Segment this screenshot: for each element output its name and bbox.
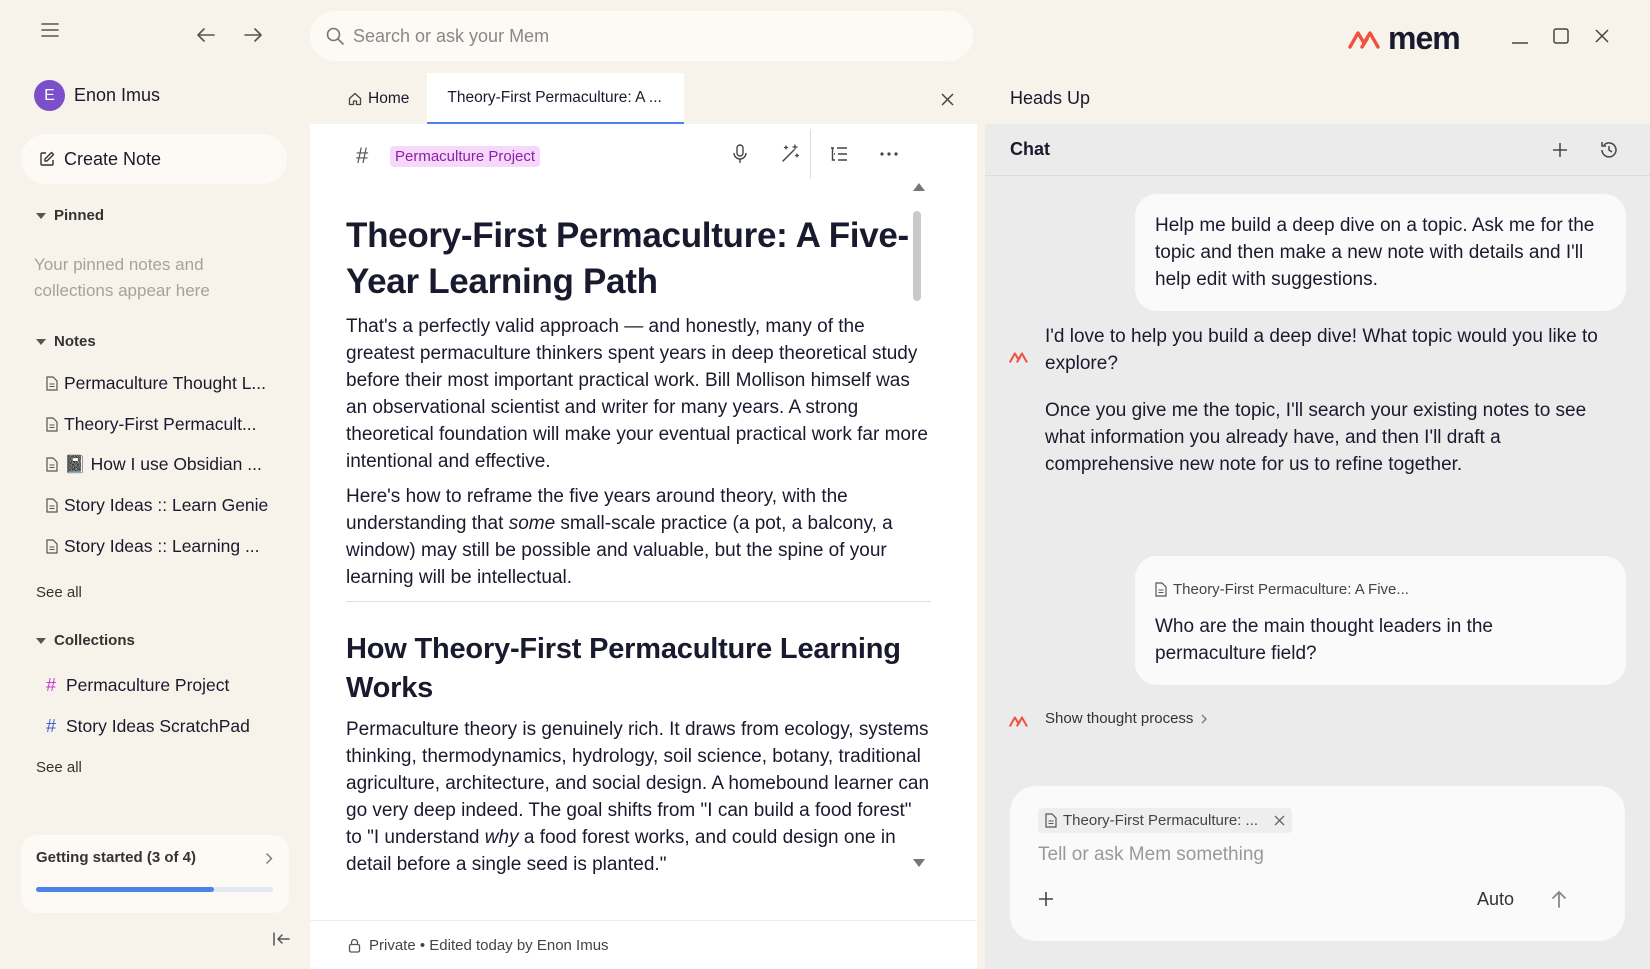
tab-home[interactable] xyxy=(310,73,427,124)
note-item[interactable] xyxy=(46,373,286,394)
lock-icon xyxy=(348,938,361,953)
show-thought-process-button[interactable] xyxy=(1045,710,1207,727)
forward-arrow-icon[interactable] xyxy=(240,22,266,48)
note-editor xyxy=(310,73,977,969)
outline-icon[interactable] xyxy=(827,142,851,166)
context-chip-label: Theory-First Permaculture: ... xyxy=(1063,812,1259,829)
add-attachment-plus-icon[interactable] xyxy=(1034,887,1058,911)
collection-item[interactable] xyxy=(46,675,286,696)
assistant-message xyxy=(1045,323,1615,478)
caret-down-icon xyxy=(36,339,46,345)
document-icon xyxy=(1045,813,1057,828)
user-message xyxy=(1135,194,1626,311)
search-icon xyxy=(326,27,344,45)
user-message-text: Help me build a deep dive on a topic. Ask me for the topic and then make a new note with details and I'll help edit with suggestions. xyxy=(1155,215,1595,290)
attachment-label: Theory-First Permaculture: A Five... xyxy=(1173,581,1409,598)
chat-input[interactable]: Tell or ask Mem something xyxy=(1038,844,1264,865)
edit-icon xyxy=(39,151,55,167)
create-note-button[interactable] xyxy=(21,134,287,184)
user-name: Enon Imus xyxy=(74,85,161,105)
assistant-message-text: I'd love to help you build a deep dive! What topic would you like to explore? xyxy=(1045,326,1598,374)
pinned-header-label: Pinned xyxy=(54,207,105,224)
text-run: Here's how to reframe the five years around theory, with the understanding that xyxy=(346,486,848,534)
tab-active-note[interactable]: Theory-First Permaculture: A ... xyxy=(427,73,684,124)
send-arrow-icon[interactable] xyxy=(1547,887,1571,911)
paragraph[interactable]: That's a perfectly valid approach — and honestly, many of the greatest permaculture thinkers spent years in deep theoretical study before their most important practical work. Bill Mollison himself was an observational scientist and writer for many years. A strong theoretical foundation will make your eventual practical work far more intentional and effective. xyxy=(346,316,928,472)
text-run: small-scale practice (a pot, a balcony, a window) may still be possible and valuable, but the spine of your learning will be intellectual. xyxy=(346,513,893,588)
note-title[interactable]: Theory-First Permaculture: A Five-Year Learning Path xyxy=(346,216,909,301)
mem-avatar-icon xyxy=(1009,715,1029,727)
document-icon xyxy=(46,376,58,391)
note-item[interactable] xyxy=(46,495,286,516)
emphasis: some xyxy=(508,513,556,534)
document-icon xyxy=(46,417,58,432)
scrollbar-thumb[interactable] xyxy=(913,211,921,301)
note-item[interactable] xyxy=(46,454,286,475)
document-icon xyxy=(46,457,58,472)
getting-started-card[interactable] xyxy=(21,835,289,913)
note-footer xyxy=(310,920,977,969)
section-heading[interactable]: How Theory-First Permaculture Learning Works xyxy=(346,633,901,704)
caret-down-icon xyxy=(36,638,46,644)
tab-home-label: Home xyxy=(368,89,410,107)
collections-see-all-link[interactable]: See all xyxy=(36,759,82,776)
magic-wand-icon[interactable] xyxy=(778,142,802,166)
hash-icon: # xyxy=(46,675,57,695)
close-window-icon[interactable] xyxy=(1590,24,1614,48)
user-message-with-attachment xyxy=(1135,556,1626,685)
collection-item-label: Permaculture Project xyxy=(66,675,230,695)
mem-avatar-icon xyxy=(1009,351,1029,363)
note-item[interactable] xyxy=(46,536,286,557)
pinned-empty-text: Your pinned notes and collections appear here xyxy=(34,255,210,300)
tab-bar xyxy=(310,73,977,124)
mem-logo-icon xyxy=(1348,29,1382,49)
show-thought-label: Show thought process xyxy=(1045,710,1194,727)
home-icon xyxy=(348,92,362,106)
assistant-message-text: Once you give me the topic, I'll search your existing notes to see what information you already have, and then I'll draft a comprehensive new note for us to refine together. xyxy=(1045,400,1587,475)
search-input[interactable]: Search or ask your Mem xyxy=(353,25,550,46)
user-message-text: Who are the main thought leaders in the permaculture field? xyxy=(1155,616,1493,664)
caret-down-icon xyxy=(36,213,46,219)
paragraph[interactable] xyxy=(346,483,931,591)
heads-up-tab[interactable]: Heads Up xyxy=(985,73,1650,124)
context-chip[interactable] xyxy=(1038,808,1292,833)
note-item-label: Story Ideas :: Learning ... xyxy=(64,536,260,556)
pinned-section-header[interactable] xyxy=(36,207,104,224)
paragraph[interactable] xyxy=(346,716,931,878)
document-icon xyxy=(1155,582,1167,597)
collections-section-header[interactable] xyxy=(36,632,135,649)
history-icon[interactable] xyxy=(1597,138,1621,162)
scroll-up-arrow-icon[interactable] xyxy=(913,183,925,191)
note-body[interactable] xyxy=(346,213,931,878)
hash-icon: # xyxy=(46,716,57,736)
text-run: a food forest works, and could design one in detail before a single seed is planted." xyxy=(346,827,896,875)
remove-chip-icon[interactable] xyxy=(1274,815,1285,826)
collection-item[interactable] xyxy=(46,716,286,737)
back-arrow-icon[interactable] xyxy=(193,22,219,48)
chat-composer xyxy=(1010,786,1625,941)
note-item-label: Permaculture Thought L... xyxy=(64,373,267,393)
note-item-label: Theory-First Permacult... xyxy=(64,414,257,434)
microphone-icon[interactable] xyxy=(728,142,752,166)
menu-icon[interactable] xyxy=(38,18,62,42)
avatar: E xyxy=(34,80,65,111)
new-chat-plus-icon[interactable] xyxy=(1548,138,1572,162)
user-profile[interactable] xyxy=(34,80,160,111)
assistant-panel xyxy=(985,73,1650,969)
notes-header-label: Notes xyxy=(54,333,96,350)
progress-fill xyxy=(36,887,214,892)
divider xyxy=(346,601,931,602)
notes-section-header[interactable] xyxy=(36,333,96,350)
collections-header-label: Collections xyxy=(54,632,135,649)
document-icon xyxy=(46,498,58,513)
chat-title: Chat xyxy=(1010,139,1050,159)
getting-started-progress xyxy=(36,887,273,892)
notes-see-all-link[interactable]: See all xyxy=(36,584,82,601)
text-run: Permaculture theory is genuinely rich. It draws from ecology, systems thinking, thermodynamics, hydrology, soil science, botany, traditional agriculture, architecture, and social design. A homebound learner can go very deep indeed. The goal shifts from "I can build a food forest" to "I understand xyxy=(346,719,930,848)
attachment-ref[interactable] xyxy=(1155,576,1606,603)
collapse-sidebar-icon[interactable] xyxy=(270,927,294,951)
note-toolbar xyxy=(310,124,960,184)
maximize-icon[interactable] xyxy=(1549,24,1573,48)
note-item-label: 📓 How I use Obsidian ... xyxy=(64,454,262,474)
minimize-icon[interactable] xyxy=(1508,24,1532,48)
close-tab-icon[interactable] xyxy=(935,87,959,111)
mem-logo xyxy=(1348,20,1460,57)
hash-icon[interactable]: # xyxy=(356,143,369,168)
chevron-right-icon xyxy=(1201,714,1207,724)
scroll-down-arrow-icon[interactable] xyxy=(913,859,925,867)
collection-item-label: Story Ideas ScratchPad xyxy=(66,716,250,736)
collection-tag[interactable]: Permaculture Project xyxy=(390,146,540,167)
getting-started-label: Getting started (3 of 4) xyxy=(36,849,197,866)
emphasis: why xyxy=(484,827,519,848)
create-note-label: Create Note xyxy=(64,148,162,169)
mode-selector[interactable]: Auto xyxy=(1477,889,1515,909)
sidebar xyxy=(0,0,308,969)
note-status: Private • Edited today by Enon Imus xyxy=(369,936,609,954)
document-icon xyxy=(46,539,58,554)
toolbar-divider xyxy=(810,129,811,179)
more-options-icon[interactable] xyxy=(877,142,901,166)
note-item-label: Story Ideas :: Learn Genie xyxy=(64,495,269,515)
note-item[interactable] xyxy=(46,414,286,435)
chevron-right-icon xyxy=(265,852,273,865)
brand-name: mem xyxy=(1388,20,1460,56)
search-bar[interactable] xyxy=(310,11,973,61)
